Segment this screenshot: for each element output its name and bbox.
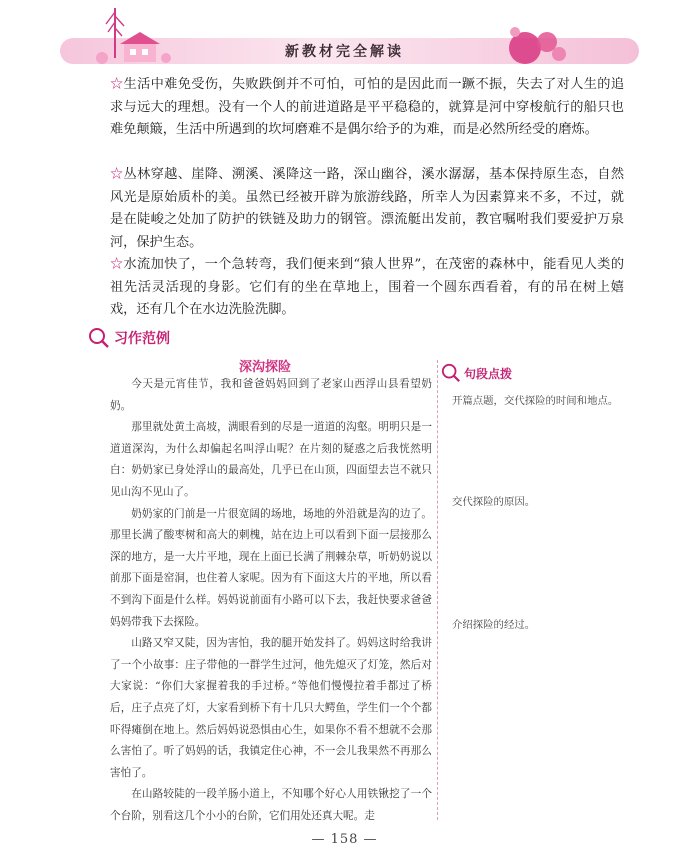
essay-body (110, 374, 432, 827)
page-number: — 158 — (311, 832, 378, 847)
section-title: 习作范例 (114, 331, 170, 347)
excerpt-paragraph (110, 74, 624, 142)
side-note: 开篇点题，交代探险的时间和地点。 (452, 395, 619, 407)
header-title: 新教材完全解读 (285, 44, 404, 60)
excerpt-paragraph (110, 254, 624, 322)
essay-paragraph: 奶奶家的门前是一片很宽阔的场地，场地的外沿就是沟的边了。那里长满了酸枣树和高大的刺槐，站在边上可以看到下面一层接那么深的地方，是一大片平地，现在上面已长满了荆棘杂草，听奶奶说以前那下面是窑洞，也住着人家呢。因为有下面这大片的平地，所以看不到沟下面是什么样。妈妈说前面有小路可以下去，我赶快要求爸爸妈妈带我下去探险。 (110, 507, 432, 628)
excerpt-text: 水流加快了，一个急转弯，我们便来到“猿人世界”，在茂密的森林中，能看见人类的祖先活灵活现的身影。它们有的坐在草地上，围着一个圆东西看着，有的吊在树上嬉戏，还有几个在水边洗脸洗脚。 (110, 257, 625, 317)
side-note: 介绍探险的经过。 (452, 619, 536, 631)
column-divider (437, 360, 439, 820)
section-heading (88, 326, 170, 350)
page-header (0, 0, 689, 68)
essay-paragraph: 在山路较陡的一段羊肠小道上，不知哪个好心人用铁锹挖了一个个台阶，别看这几个小小的台阶，它们用处还真大呢。走 (110, 788, 432, 822)
excerpt-paragraph (110, 164, 624, 254)
star-icon: ☆ (110, 167, 124, 182)
star-icon: ☆ (110, 257, 124, 272)
essay-paragraph: 那里就处黄土高坡，满眼看到的尽是一道道的沟壑。明明只是一道道深沟，为什么却偏起名叫浮山呢？在片刻的疑惑之后我恍然明白：奶奶家已身处浮山的最高处，几乎已在山顶，四面望去岂不就只见山沟不见山了。 (110, 421, 432, 498)
essay-paragraph: 山路又窄又陡，因为害怕，我的腿开始发抖了。妈妈这时给我讲了一个小故事：庄子带他的一群学生过河，他先熄灭了灯笼，然后对大家说：“你们大家握着我的手过桥。”等他们慢慢拉着手都过了桥后，庄子点亮了灯，大家看到桥下有十几只大鳄鱼，学生们一个个都吓得瘫倒在地上。然后妈妈说恐惧由心生，如果你不看不想就不会那么害怕了。听了妈妈的话，我镇定住心神，不一会儿我果然不再那么害怕了。 (110, 637, 432, 779)
essay-title: 深沟探险 (238, 360, 291, 375)
magnifier-icon (88, 327, 110, 349)
notes-heading (441, 363, 512, 383)
excerpt-text: 丛林穿越、崖降、溯溪、溪降这一路，深山幽谷，溪水潺潺，基本保持原生态，自然风光是原始质朴的美。虽然已经被开辟为旅游线路，所幸人为因素算来不多，不过，就是在陡峻之处加了防护的铁链及助力的钢管。漂流艇出发前，教官嘱咐我们要爱护万泉河，保护生态。 (110, 167, 625, 250)
side-note: 交代探险的原因。 (452, 496, 536, 508)
magnifier-icon (441, 363, 461, 383)
excerpt-text: 生活中难免受伤，失败跌倒并不可怕，可怕的是因此而一蹶不振，失去了对人生的追求与远大的理想。没有一个人的前进道路是平平稳稳的，就算是河中穿梭航行的船只也难免颠簸，生活中所遇到的坎坷磨难不是偶尔给予的为难，而是必然所经受的磨炼。 (110, 77, 625, 137)
notes-title: 句段点拨 (464, 366, 513, 381)
star-icon: ☆ (110, 77, 124, 92)
essay-paragraph: 今天是元宵佳节，我和爸爸妈妈回到了老家山西浮山县看望奶奶。 (110, 378, 432, 412)
